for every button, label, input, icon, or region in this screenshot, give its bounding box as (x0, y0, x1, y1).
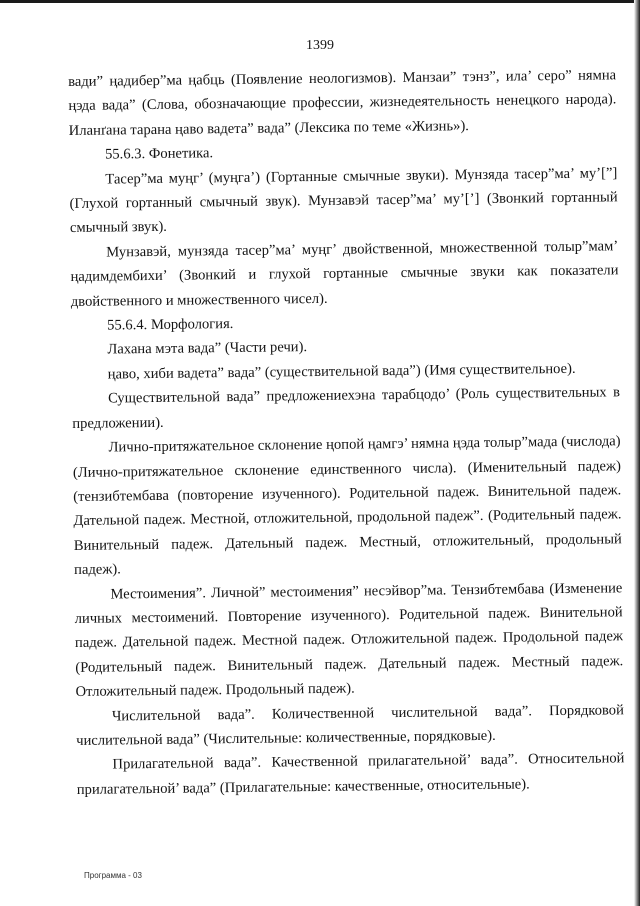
footer-program-label: Программа - 03 (84, 871, 142, 880)
paragraph-number-markers: Мунзавэй, мунзяда тасер”ма’ муңг’ двойственной, множественной толыр”мам’ ңадимдембихи’ (Звонкий и глухой гортанные смычные звуки как показатели двойственного и множественного чисел). (70, 238, 619, 310)
section-heading-phonetics: 55.6.3. Фонетика. (104, 145, 214, 163)
paragraph-adjectives: Прилагательной вада”. Качественной прилагательной’ вада”. Относительной прилагательной’ вада” (Прилагательные: качественные, относительные). (76, 750, 625, 798)
scan-right-edge (634, 0, 640, 906)
paragraph-neologisms: вади” ңадибер”ма ңабць (Появление неологизмов). Манзаи” тэнз”, ила’ серо” нямна ңэда вада” (Слова, обозначающие профессии, жизнедеятельность ненецкого народа). Иланґана тарана ңаво вадета” вада” (Лексика по теме «Жизнь»). (68, 67, 617, 139)
paragraph-declension: Лично-притяжательное склонение ңопой ңамгэ’ нямна ңэда толыр”мада (числода) (Лично-притяжательное склонение единственного числа). (Именительный падеж) (тензибтембава (повторение изученного). Родительной падеж. Винительной падеж. Дательной падеж. Местной, отложительной, продольной падеж”. (Родительный падеж. Винительный падеж. Дательный падеж. Местный, отложительный, продольный падеж). (72, 433, 622, 579)
paragraph-numerals: Числительной вада”. Количественной числительной вада”. Порядковой числительной вада” (Числительные: количественные, порядковые). (76, 701, 624, 749)
paragraph-parts-of-speech: Лахана мэта вада” (Части речи). (107, 339, 308, 359)
paragraph-glottal-stops: Тасер”ма муңг’ (муңга’) (Гортанные смычные звуки). Мунзяда тасер”ма’ му’[”] (Глухой гортанный смычный звук). Мунзавэй тасер”ма’ му’[’] (Звонкий гортанный смычный звук). (69, 164, 618, 237)
page-number: 1399 (306, 38, 334, 53)
section-heading-morphology: 55.6.4. Морфология. (107, 316, 234, 334)
scan-top-edge (0, 0, 640, 3)
paragraph-noun: ңаво, хиби вадета” вада” (существительной вада”) (Имя существительное). (107, 360, 576, 383)
paragraph-noun-role: Существительной вада” предложениехэна тарабцодо’ (Роль существительных в предложении). (72, 384, 621, 432)
paragraph-pronouns: Местоимения”. Личной” местоимения” несэйвор”ма. Тензибтембава (Изменение личных местоимений. Повторение изученного). Родительной падеж. Винительной падеж. Дательной падеж. Местной падеж. Отложительной падеж. Продольной падеж (Родительный падеж. Винительный падеж. Дательный падеж. Местный падеж. Отложительный падеж. Продольный падеж). (74, 579, 624, 701)
body-text (68, 63, 625, 802)
